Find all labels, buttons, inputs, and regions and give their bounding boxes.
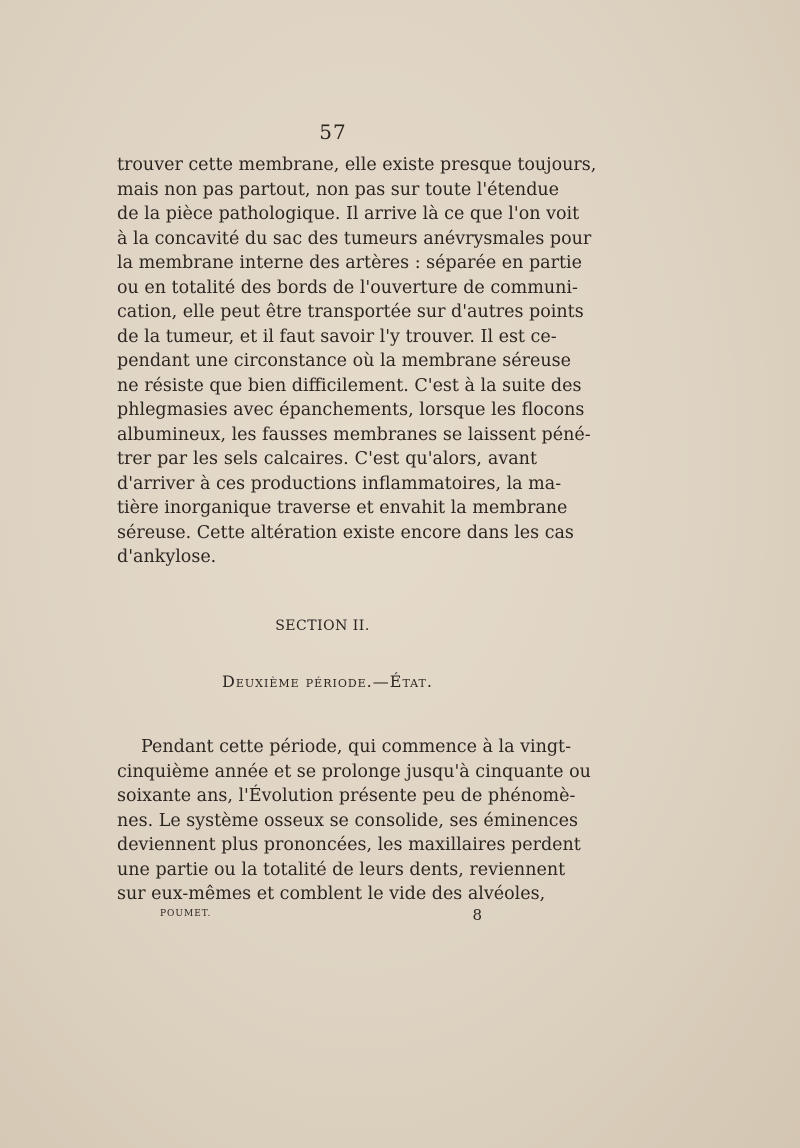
paragraph-2	[117, 735, 591, 907]
text-line: Pendant cette période, qui commence à la vingt-	[141, 737, 571, 757]
text-line: à la concavité du sac des tumeurs anévrysmales pour	[117, 228, 592, 249]
sheet-number: 8	[472, 906, 482, 924]
page-number: 57	[319, 120, 347, 144]
paragraph-1	[117, 153, 597, 570]
text-line: d'arriver à ces productions inflammatoires, la ma-	[117, 473, 562, 494]
text-line: séreuse. Cette altération existe encore dans les cas	[117, 522, 574, 543]
text-line: pendant une circonstance où la membrane séreuse	[117, 351, 571, 371]
text-line: sur eux-mêmes et comblent le vide des alvéoles,	[117, 884, 546, 904]
text-line: cation, elle peut être transportée sur d'autres points	[117, 302, 584, 322]
text-line: ne résiste que bien difficilement. C'est à la suite des	[117, 375, 582, 396]
text-line: de la tumeur, et il faut savoir l'y trouver. Il est ce-	[117, 326, 557, 347]
text-line: deviennent plus prononcées, les maxillaires perdent	[117, 835, 581, 855]
text-line: nes. Le système osseux se consolide, ses éminences	[117, 810, 578, 831]
printer-signature: POUMET.	[160, 909, 212, 919]
text-line: mais non pas partout, non pas sur toute l'étendue	[117, 179, 560, 200]
text-line: trer par les sels calcaires. C'est qu'alors, avant	[117, 449, 537, 469]
period-heading: Deuxième période.—État.	[222, 672, 433, 691]
text-line: de la pièce pathologique. Il arrive là ce que l'on voit	[117, 204, 580, 224]
text-line: une partie ou la totalité de leurs dents, reviennent	[117, 859, 566, 880]
text-line: ou en totalité des bords de l'ouverture de communi-	[117, 277, 578, 298]
text-line: la membrane interne des artères : séparée en partie	[117, 253, 582, 273]
text-line: albumineux, les fausses membranes se laissent péné-	[117, 424, 591, 445]
text-line: trouver cette membrane, elle existe presque toujours,	[117, 155, 597, 175]
section-heading: SECTION II.	[275, 618, 370, 634]
text-line: cinquième année et se prolonge jusqu'à cinquante ou	[117, 761, 591, 782]
page-footer	[160, 906, 482, 924]
text-line: soixante ans, l'Évolution présente peu de phénomè-	[117, 786, 576, 806]
text-line: phlegmasies avec épanchements, lorsque les flocons	[117, 400, 585, 420]
text-line: d'ankylose.	[117, 547, 217, 567]
text-line: tière inorganique traverse et envahit la membrane	[117, 498, 568, 518]
